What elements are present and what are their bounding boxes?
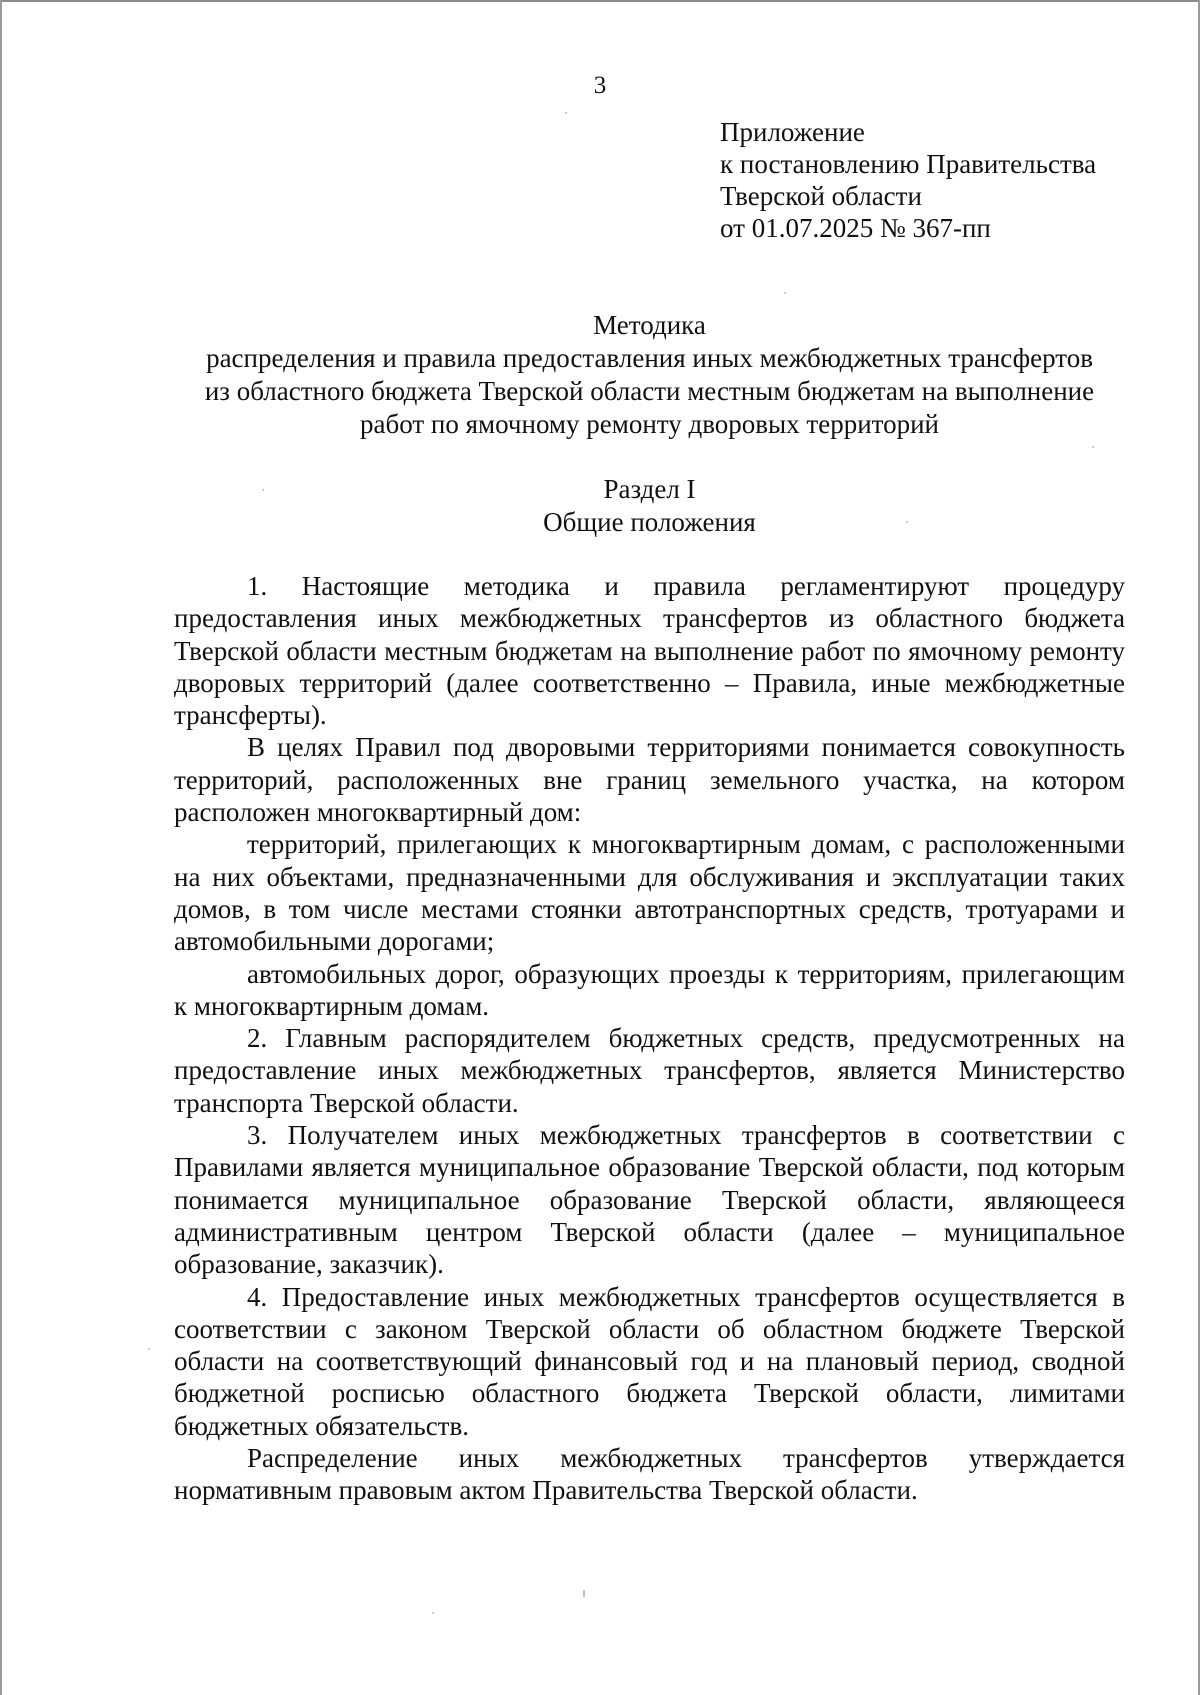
- title-heading: Методика: [593, 310, 706, 340]
- scan-speck: [262, 489, 264, 491]
- appendix-line: Тверской области: [720, 181, 922, 211]
- page-number: 3: [593, 72, 607, 99]
- title-line: из областного бюджета Тверской области местным бюджетам на выполнение: [204, 376, 1095, 406]
- section-name: Общие положения: [543, 507, 756, 537]
- paragraph: В целях Правил под дворовыми территориями понимается совокупность территорий, расположенных вне границ земельного участка, на котором расположен многоквартирный дом:: [174, 732, 1125, 828]
- section-number: Раздел I: [603, 474, 696, 504]
- appendix-date-number: от 01.07.2025 № 367-пп: [720, 213, 991, 243]
- appendix-header: [720, 116, 1096, 244]
- appendix-line: к постановлению Правительства: [720, 149, 1097, 179]
- scan-speck: [583, 1590, 585, 1597]
- scan-speck: [432, 1612, 434, 1614]
- appendix-line: Приложение: [720, 117, 865, 147]
- paragraph: 3. Получателем иных межбюджетных трансфертов в соответствии с Правилами является муниципальное образование Тверской области, под которым понимается муниципальное образование Тверской области, являющееся административным центром Тверской области (далее – муниципальное образование, заказчик).: [174, 1120, 1125, 1280]
- title-line: распределения и правила предоставления иных межбюджетных трансфертов: [206, 343, 1093, 373]
- paragraph: территорий, прилегающих к многоквартирным домам, с расположенными на них объектами, предназначенными для обслуживания и эксплуатации таких домов, в том числе местами стоянки автотранспортных средств, тротуарами и автомобильными дорогами;: [174, 829, 1125, 957]
- title-line: работ по ямочному ремонту дворовых территорий: [360, 409, 939, 439]
- scan-speck: [1092, 446, 1094, 448]
- section-heading: [172, 473, 1127, 539]
- scan-edge-left: [0, 0, 2, 1695]
- paragraph: 2. Главным распорядителем бюджетных средств, предусмотренных на предоставление иных межбюджетных трансфертов, является Министерство транспорта Тверской области.: [174, 1023, 1125, 1118]
- document-body: [174, 570, 1125, 1507]
- paragraph: автомобильных дорог, образующих проезды к территориям, прилегающим к многоквартирным домам.: [174, 958, 1125, 1021]
- scan-speck: [784, 292, 786, 294]
- scan-edge-top: [0, 0, 1200, 2]
- scan-speck: [565, 112, 567, 114]
- paragraph: 4. Предоставление иных межбюджетных трансфертов осуществляется в соответствии с законом Тверской области об областном бюджете Тверской области на соответствующий финансовый год и на плановый период, сводной бюджетной росписью областного бюджета Тверской области, лимитами бюджетных обязательств.: [174, 1281, 1125, 1441]
- paragraph: Распределение иных межбюджетных трансфертов утверждается нормативным правовым актом Правительства Тверской области.: [174, 1443, 1125, 1506]
- scan-speck: [148, 1348, 150, 1350]
- paragraph: 1. Настоящие методика и правила регламентируют процедуру предоставления иных межбюджетных трансфертов из областного бюджета Тверской области местным бюджетам на выполнение работ по ямочному ремонту дворовых территорий (далее соответственно – Правила, иные межбюджетные трансферты).: [174, 571, 1125, 731]
- scan-speck: [906, 521, 908, 523]
- document-title: [172, 309, 1127, 441]
